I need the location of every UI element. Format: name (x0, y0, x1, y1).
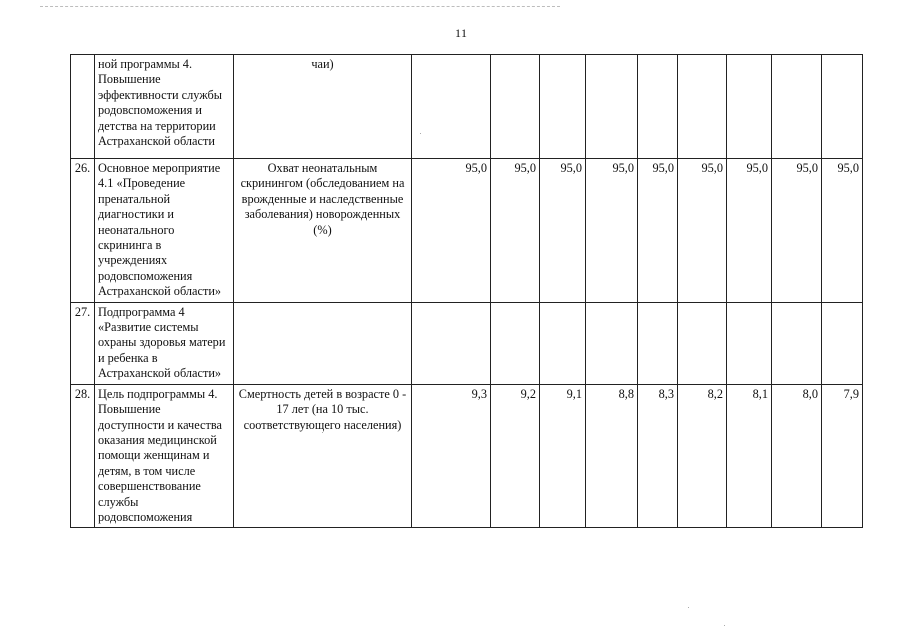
row-number: 27. (71, 302, 95, 384)
table-row (71, 55, 863, 159)
indicator-value (491, 55, 540, 159)
indicator-value (638, 55, 678, 159)
indicator-value: 95,0 (638, 159, 678, 303)
scan-speck (420, 133, 421, 134)
scan-speck (688, 607, 689, 608)
indicator-value: 95,0 (822, 159, 863, 303)
indicator-name: Смертность детей в возрасте 0 - 17 лет (на 10 тыс. соответствующего населения) (234, 384, 412, 528)
indicator-value (586, 55, 638, 159)
indicator-value (540, 302, 586, 384)
indicator-value: 8,1 (727, 384, 772, 528)
indicator-value: 95,0 (540, 159, 586, 303)
row-number: 26. (71, 159, 95, 303)
indicator-value: 8,8 (586, 384, 638, 528)
table-row (71, 159, 863, 303)
indicator-name: чаи) (234, 55, 412, 159)
scan-edge-line (40, 6, 560, 7)
indicator-value: 95,0 (586, 159, 638, 303)
table-row (71, 302, 863, 384)
indicator-value: 95,0 (727, 159, 772, 303)
scan-speck (322, 432, 323, 433)
measure-name: Основное мероприятие 4.1 «Проведение пренатальной диагностики и неонатального скрининга в учреждениях родовспоможения Астраханской области» (95, 159, 234, 303)
indicator-value: 95,0 (412, 159, 491, 303)
indicator-value (727, 302, 772, 384)
table-body (71, 55, 863, 528)
indicator-value: 9,1 (540, 384, 586, 528)
indicator-value (772, 302, 822, 384)
indicator-value (586, 302, 638, 384)
indicator-value (412, 55, 491, 159)
table-row (71, 384, 863, 528)
indicator-value (638, 302, 678, 384)
indicator-value (412, 302, 491, 384)
indicator-value (822, 302, 863, 384)
row-number: 28. (71, 384, 95, 528)
indicator-value (491, 302, 540, 384)
indicator-value (540, 55, 586, 159)
measure-name: Цель подпрограммы 4. Повышение доступности и качества оказания медицинской помощи женщинам и детям, в том числе совершенствование службы родовспоможения (95, 384, 234, 528)
indicator-value: 9,3 (412, 384, 491, 528)
indicator-value: 9,2 (491, 384, 540, 528)
indicator-value (727, 55, 772, 159)
indicator-value: 8,2 (678, 384, 727, 528)
indicators-table (70, 54, 863, 528)
indicator-value: 95,0 (678, 159, 727, 303)
measure-name: ной программы 4. Повышение эффективности службы родовспоможения и детства на территории Астраханской области (95, 55, 234, 159)
measure-name: Подпрограмма 4 «Развитие системы охраны здоровья матери и ребенка в Астраханской области» (95, 302, 234, 384)
indicator-value (678, 55, 727, 159)
row-number (71, 55, 95, 159)
indicator-name: Охват неонатальным скринингом (обследованием на врожденные и наследственные заболевания) новорожденных (%) (234, 159, 412, 303)
scan-speck (724, 625, 725, 626)
page-number: 11 (455, 26, 468, 40)
indicator-value: 7,9 (822, 384, 863, 528)
indicator-value: 8,0 (772, 384, 822, 528)
indicator-value: 95,0 (772, 159, 822, 303)
indicator-value (772, 55, 822, 159)
indicator-name (234, 302, 412, 384)
indicator-value (822, 55, 863, 159)
indicator-value (678, 302, 727, 384)
indicator-value: 8,3 (638, 384, 678, 528)
indicator-value: 95,0 (491, 159, 540, 303)
